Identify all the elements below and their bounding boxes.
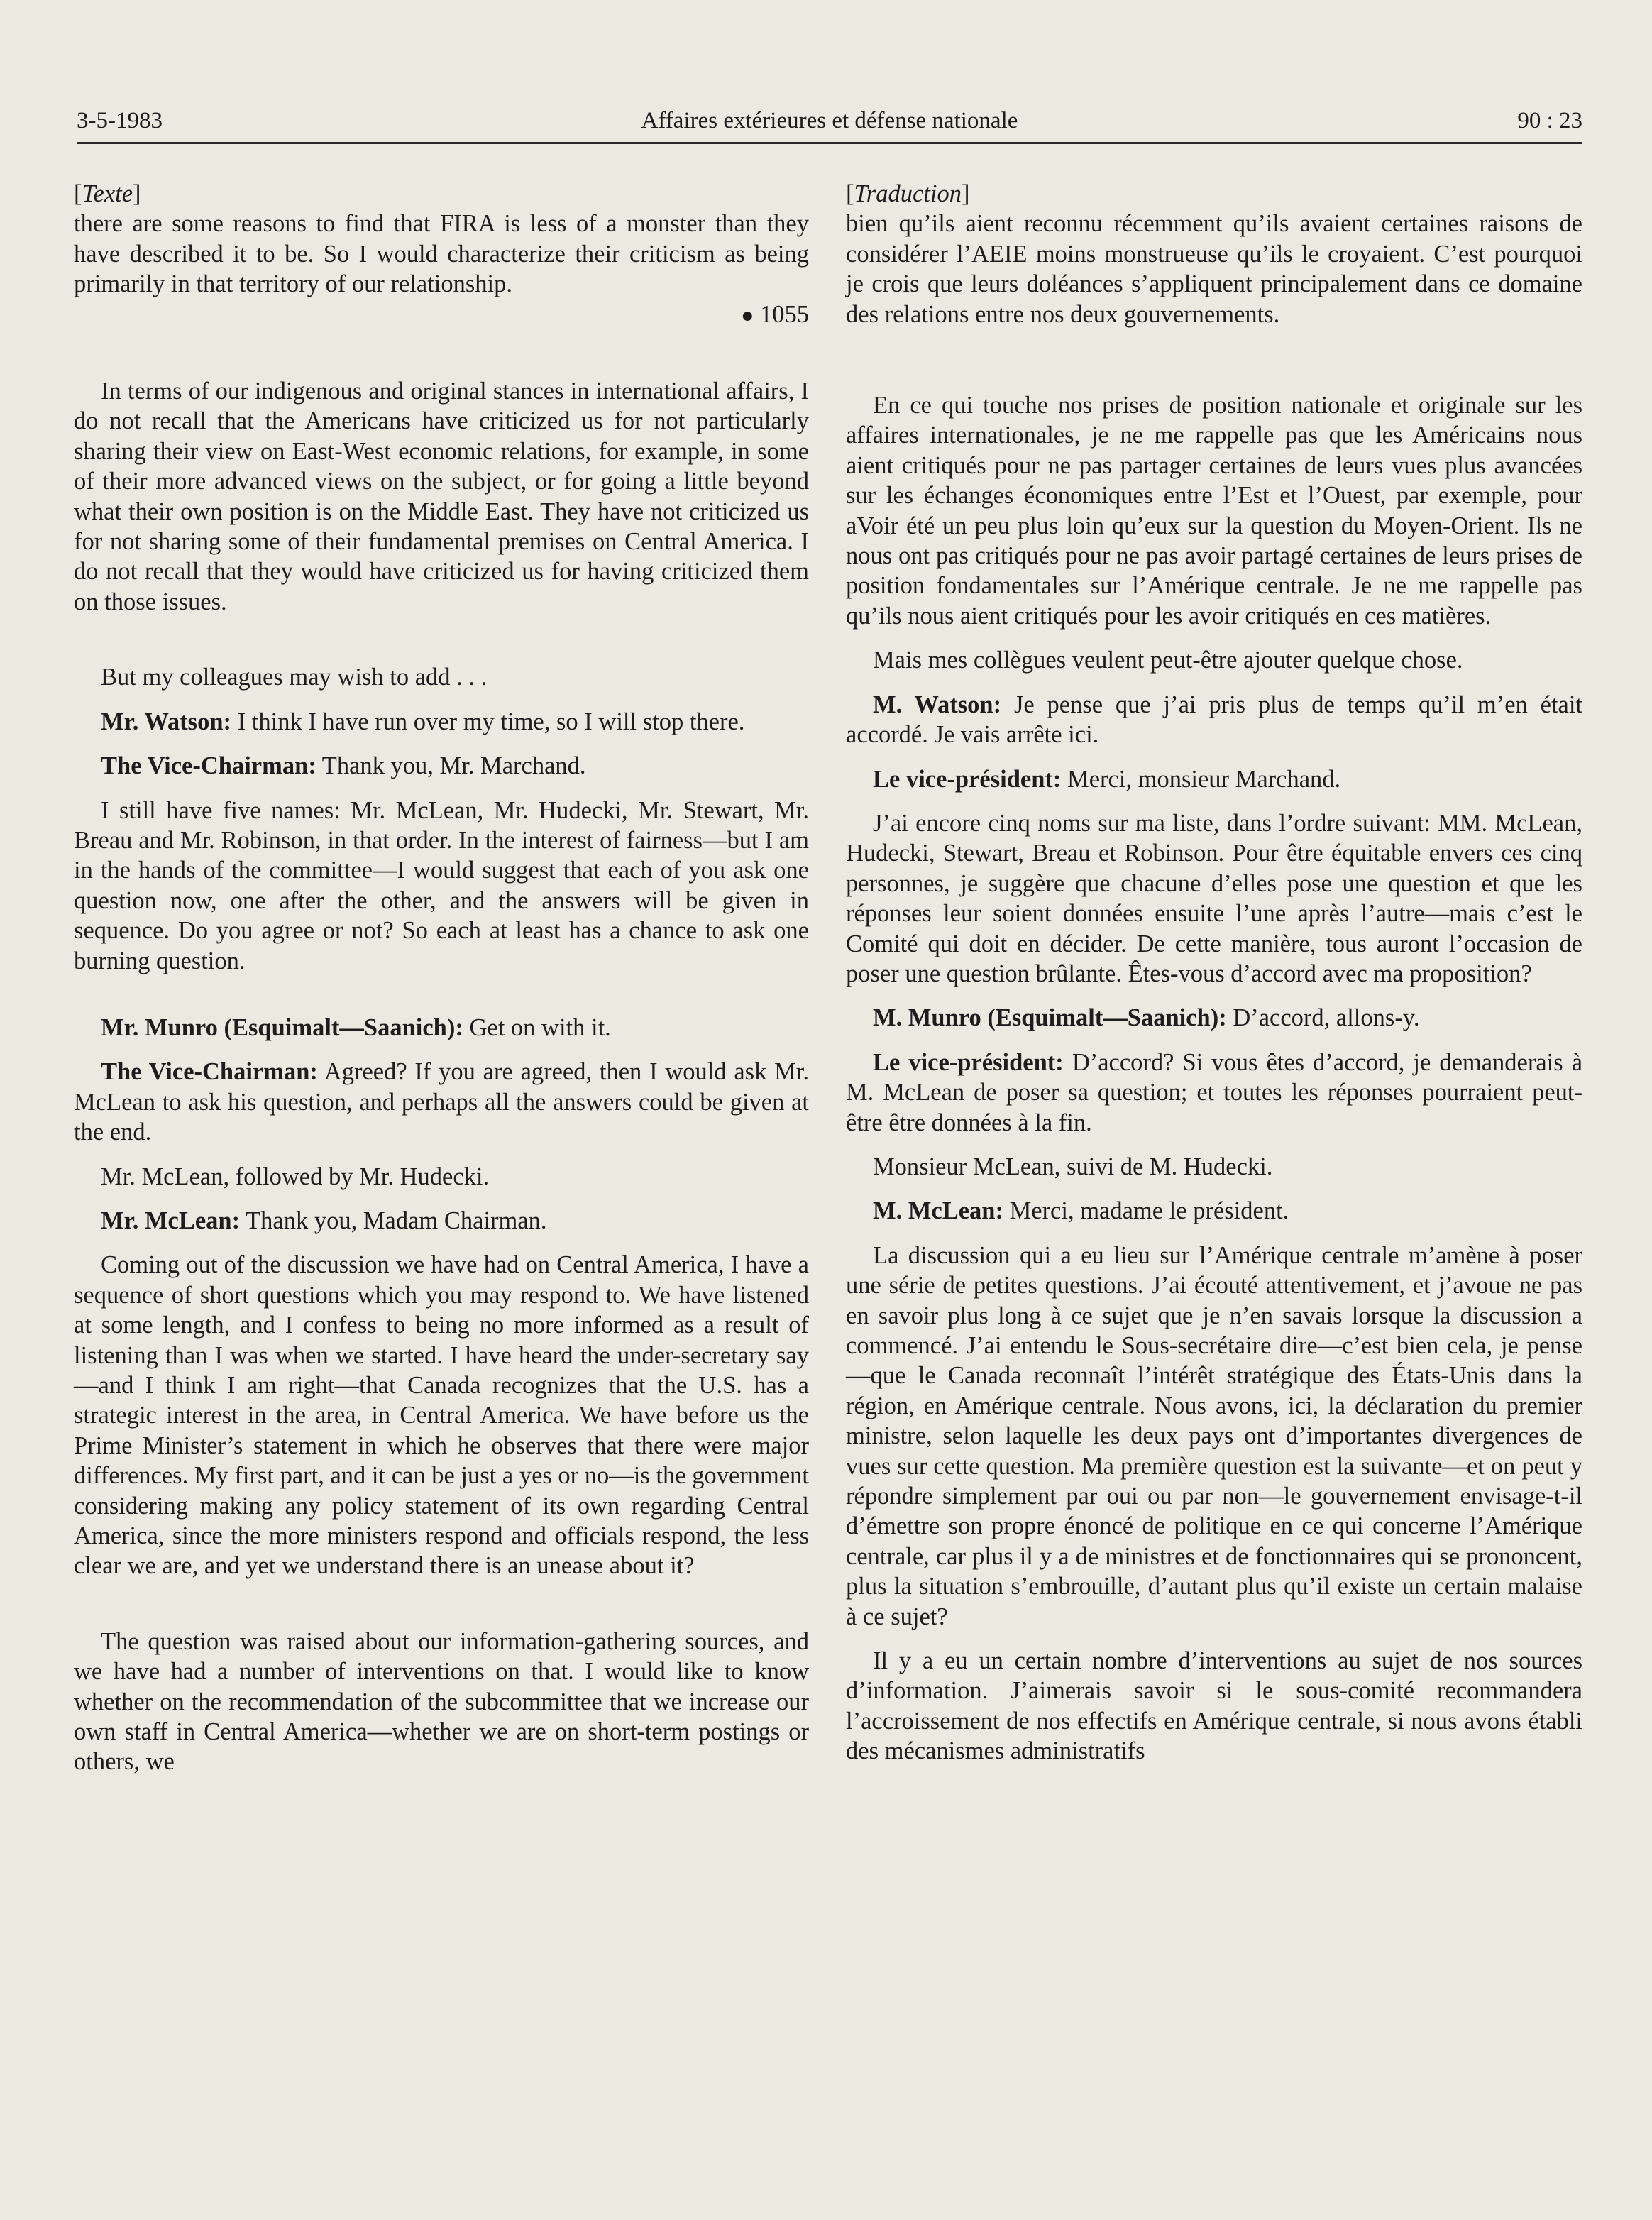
speaker-name: M. Watson: — [873, 691, 1002, 718]
speaker-name: The Vice-Chairman: — [101, 1058, 318, 1086]
header-date: 3-5-1983 — [77, 108, 163, 133]
speaker-paragraph: Mr. Watson: I think I have run over my time, so I will stop there. — [101, 708, 745, 735]
time-marker: ● 1055 — [741, 300, 809, 328]
speaker-paragraph: M. Watson: Je pense que j’ai pris plus de temps qu’il m’en était accordé. Je vais arrête ici. — [846, 691, 1582, 749]
bullet-icon: ● — [741, 303, 754, 327]
speaker-paragraph: M. McLean: Merci, madame le président. — [873, 1197, 1289, 1225]
speaker-paragraph: Mr. Munro (Esquimalt—Saanich): Get on with it. — [101, 1013, 611, 1041]
speaker-paragraph: Mr. McLean: Thank you, Madam Chairman. — [101, 1207, 547, 1234]
header-title: Affaires extérieures et défense nationale — [641, 108, 1018, 133]
paragraph: there are some reasons to find that FIRA is less of a monster than they have described it to be. So I would characterize their criticism as being primarily in that territory of our relationship. — [74, 210, 809, 298]
speaker-name: M. McLean: — [873, 1197, 1003, 1225]
french-column — [846, 179, 1582, 1766]
paragraph: Mais mes collègues veulent peut-être ajouter quelque chose. — [873, 647, 1463, 674]
paragraph: Monsieur McLean, suivi de M. Hudecki. — [873, 1153, 1273, 1180]
paragraph: J’ai encore cinq noms sur ma liste, dans l’ordre suivant: MM. McLean, Hudecki, Stewart, Breau et Robinson. Pour être équitable envers ces cinq personnes, je suggère que chacune d’elles pose une question et que les réponses leur soient données ensuite l’une après l’autre—mais c’est le Comité qui doit en décider. De cette manière, tous auront l’occasion de poser une question brûlante. Êtes-vous d’accord avec ma proposition? — [846, 809, 1582, 987]
english-column — [74, 179, 809, 1777]
paragraph: The question was raised about our information-gathering sources, and we have had a number of interventions on that. I would like to know whether on the recommendation of the subcommittee that we increase our own staff in Central America—whether we are on short-term postings or others, we — [74, 1627, 809, 1776]
paragraph: I still have five names: Mr. McLean, Mr. Hudecki, Mr. Stewart, Mr. Breau and Mr. Robinson, in that order. In the interest of fairness—but I am in the hands of the committee—I would suggest that each of you ask one question now, one after the other, and the answers will be given in sequence. Do you agree or not? So each at least has a chance to ask one burning question. — [74, 796, 809, 974]
speaker-name: M. Munro (Esquimalt—Saanich): — [873, 1004, 1227, 1032]
paragraph: Il y a eu un certain nombre d’interventions au sujet de nos sources d’information. J’aimerais savoir si le sous-comité recommandera l’accroissement de nos effectifs en Amérique centrale, si nous avons établi des mécanismes administratifs — [846, 1647, 1582, 1765]
paragraph: Coming out of the discussion we have had on Central America, I have a sequence of short questions which you may respond to. We have listened at some length, and I confess to being no more informed as a result of listening than I was when we started. I have heard the under-secretary say—and I think I am right—that Canada recognizes that the U.S. has a strategic interest in the area, in Central America. We have before us the Prime Minister’s statement in which he observes that there were major differences. My first part, and it can be just a yes or no—is the government considering making any policy statement of its own regarding Central America, since the more ministers respond and officials respond, the less clear we are, and yet we understand there is an unease about it? — [74, 1251, 809, 1580]
speaker-name: Le vice-président: — [873, 765, 1062, 793]
speaker-paragraph: The Vice-Chairman: Agreed? If you are agreed, then I would ask Mr. McLean to ask his question, and perhaps all the answers could be given at the end. — [74, 1058, 809, 1146]
speaker-name: The Vice-Chairman: — [101, 752, 316, 780]
speaker-name: Mr. Watson: — [101, 708, 232, 735]
header-page-number: 90 : 23 — [1517, 108, 1582, 133]
paragraph: But my colleagues may wish to add . . . — [101, 664, 488, 691]
speaker-paragraph: The Vice-Chairman: Thank you, Mr. Marchand. — [101, 752, 586, 780]
paragraph: La discussion qui a eu lieu sur l’Amérique centrale m’amène à poser une série de petites questions. J’ai écouté attentivement, et j’avoue ne pas en savoir plus long à ce sujet que je n’en savais lorsque la discussion a commencé. J’ai entendu le Sous-secrétaire dire—c’est bien cela, je pense—que le Canada reconnaît l’intérêt stratégique des États-Unis dans la région, en Amérique centrale. Nous avons, ici, la déclaration du premier ministre, selon laquelle les deux pays ont d’importantes divergences de vues sur cette question. Ma première question est la suivante—et on peut y répondre simplement par oui ou par non—le gouvernement envisage-t-il d’émettre son propre énoncé de politique en ce qui concerne l’Amérique centrale, car plus il y a de ministres et de fonctionnaires qui se prononcent, plus la situation s’embrouille, d’autant plus qu’il existe un certain malaise à ce sujet? — [846, 1241, 1582, 1630]
paragraph: Mr. McLean, followed by Mr. Hudecki. — [101, 1163, 490, 1190]
paragraph: In terms of our indigenous and original stances in international affairs, I do not recall that the Americans have criticized us for not particularly sharing their view on East-West economic relations, for example, in some of their more advanced views on the subject, or for going a little beyond what their own position is on the Middle East. They have not criticized us for not sharing some of their fundamental premises on Central America. I do not recall that they would have criticized us for having criticized them on those issues. — [74, 378, 809, 615]
speaker-paragraph: M. Munro (Esquimalt—Saanich): D’accord, allons-y. — [873, 1004, 1420, 1032]
paragraph: En ce qui touche nos prises de position nationale et originale sur les affaires internationales, je ne me rappelle pas que les Américains nous aient critiqués pour ne pas partager certaines de leurs vues plus avancées sur les échanges économiques entre l’Est et l’Ouest, par exemple, pour aVoir été un peu plus loin qu’eux sur la question du Moyen-Orient. Ils ne nous ont pas critiqués pour ne pas avoir partagé certaines de leurs prises de position fondamentales sur l’Amérique centrale. Je ne me rappelle pas qu’ils nous aient critiqués pour les avoir critiqués en ces matières. — [846, 392, 1582, 630]
speaker-paragraph: Le vice-président: Merci, monsieur Marchand. — [873, 765, 1341, 793]
speaker-name: Le vice-président: — [873, 1048, 1064, 1076]
speaker-paragraph: Le vice-président: D’accord? Si vous êtes d’accord, je demanderais à M. McLean de poser sa question; et toutes les réponses pourraient peut-être être données à la fin. — [846, 1048, 1583, 1136]
paragraph: bien qu’ils aient reconnu récemment qu’ils avaient certaines raisons de considérer l’AEIE moins monstrueuse qu’ils le croyaient. C’est pourquoi je crois que leurs doléances s’appliquent principalement dans ce domaine des relations entre nos deux gouvernements. — [846, 210, 1582, 328]
text-tag: [Texte] — [74, 180, 141, 207]
speaker-name: Mr. Munro (Esquimalt—Saanich): — [101, 1013, 463, 1041]
translation-tag: [Traduction] — [846, 180, 970, 207]
page-header — [77, 105, 1582, 144]
speaker-name: Mr. McLean: — [101, 1207, 241, 1234]
